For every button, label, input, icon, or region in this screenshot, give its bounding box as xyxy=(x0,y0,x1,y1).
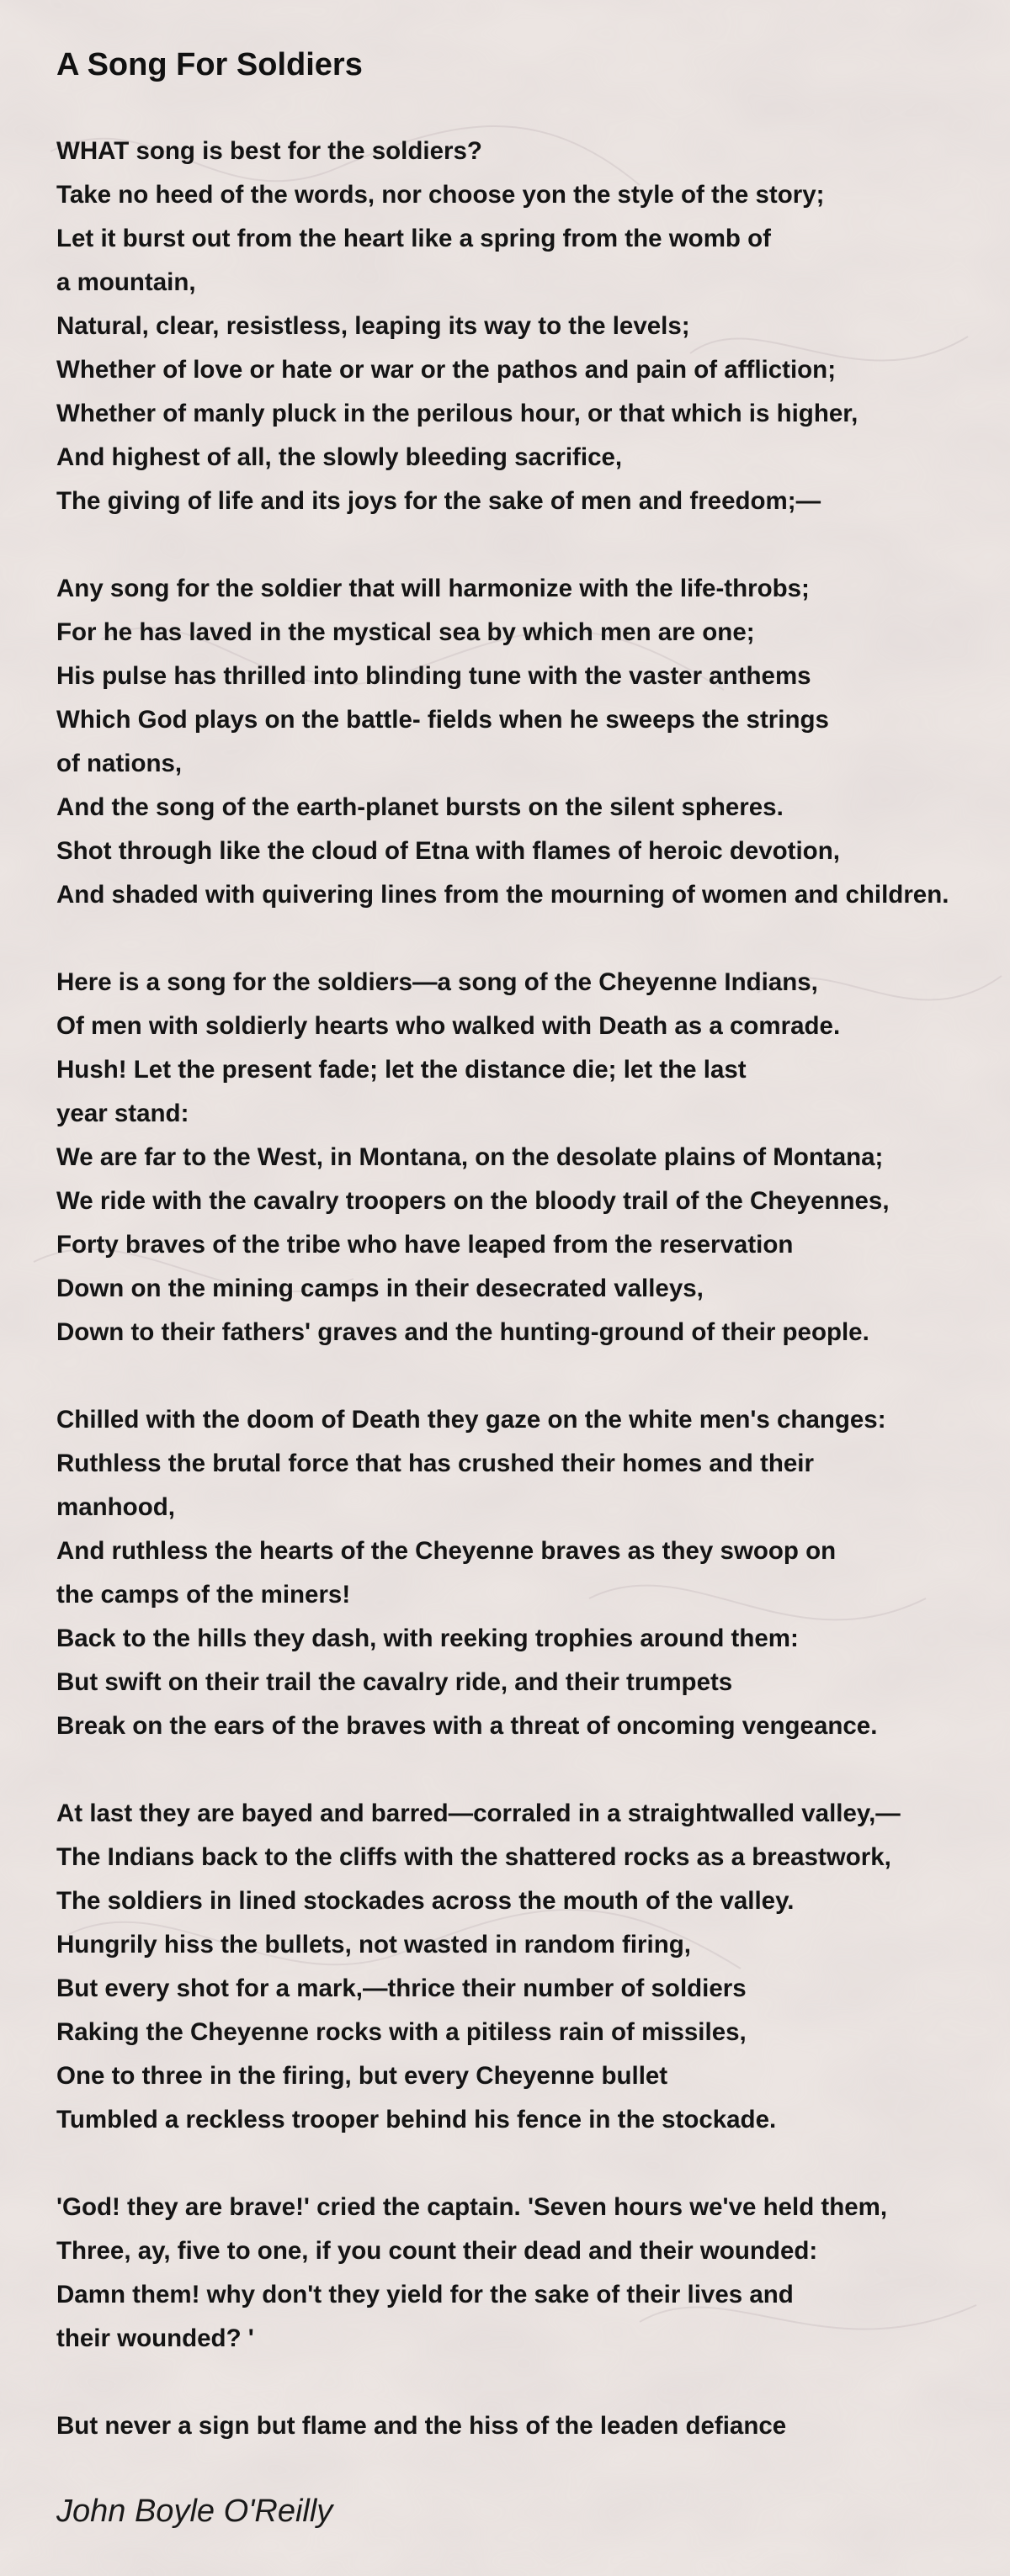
poem-line: Down on the mining camps in their desecrated valleys, xyxy=(56,1275,704,1302)
poem-line: WHAT song is best for the soldiers? xyxy=(56,137,482,165)
poem-line: manhood, xyxy=(56,1493,175,1521)
stanza xyxy=(56,1792,1010,2142)
poem-line: We ride with the cavalry troopers on the bloody trail of the Cheyennes, xyxy=(56,1187,890,1215)
poem-line: The Indians back to the cliffs with the shattered rocks as a breastwork, xyxy=(56,1843,891,1871)
poem-line: And highest of all, the slowly bleeding sacrifice, xyxy=(56,443,623,471)
poem-line: For he has laved in the mystical sea by which men are one; xyxy=(56,618,755,646)
poem-body xyxy=(56,130,1010,2448)
stanza xyxy=(56,567,1010,917)
poem-line: And ruthless the hearts of the Cheyenne braves as they swoop on xyxy=(56,1537,837,1565)
poem-line: Let it burst out from the heart like a spring from the womb of xyxy=(56,225,771,252)
poem-line: Down to their fathers' graves and the hunting-ground of their people. xyxy=(56,1318,869,1346)
poem-line: But never a sign but flame and the hiss of the leaden defiance xyxy=(56,2412,787,2440)
stanza xyxy=(56,961,1010,1354)
poem-line: His pulse has thrilled into blinding tune with the vaster anthems xyxy=(56,662,811,690)
poem-line: Tumbled a reckless trooper behind his fence in the stockade. xyxy=(56,2106,777,2133)
poem-line: We are far to the West, in Montana, on the desolate plains of Montana; xyxy=(56,1143,884,1171)
poem-line: Chilled with the doom of Death they gaze on the white men's changes: xyxy=(56,1406,886,1434)
poem-line: 'God! they are brave!' cried the captain. 'Seven hours we've held them, xyxy=(56,2193,888,2221)
poem-line: Shot through like the cloud of Etna with flames of heroic devotion, xyxy=(56,837,840,865)
poem-line: Here is a song for the soldiers—a song of the Cheyenne Indians, xyxy=(56,968,818,996)
poem-line: And the song of the earth-planet bursts on the silent spheres. xyxy=(56,793,784,821)
poem-line: Raking the Cheyenne rocks with a pitiless rain of missiles, xyxy=(56,2018,747,2046)
poem-line: year stand: xyxy=(56,1100,189,1127)
poem-line: Take no heed of the words, nor choose yon the style of the story; xyxy=(56,181,825,209)
poem-line: Hungrily hiss the bullets, not wasted in random firing, xyxy=(56,1931,691,1959)
poem-container xyxy=(56,44,1010,2448)
poem-line: a mountain, xyxy=(56,268,196,296)
poem-line: Natural, clear, resistless, leaping its way to the levels; xyxy=(56,312,690,340)
poem-title: A Song For Soldiers xyxy=(56,47,363,82)
poem-line: Whether of love or hate or war or the pathos and pain of affliction; xyxy=(56,356,837,384)
poem-line: Three, ay, five to one, if you count their dead and their wounded: xyxy=(56,2237,818,2265)
poem-line: Which God plays on the battle- fields when he sweeps the strings xyxy=(56,706,829,734)
poem-line: of nations, xyxy=(56,750,183,777)
poem-line: Break on the ears of the braves with a threat of oncoming vengeance. xyxy=(56,1712,878,1740)
poem-line: But every shot for a mark,—thrice their number of soldiers xyxy=(56,1974,747,2002)
poem-line: Whether of manly pluck in the perilous hour, or that which is higher, xyxy=(56,400,858,427)
poem-line: Forty braves of the tribe who have leaped from the reservation xyxy=(56,1231,794,1259)
poem-line: Damn them! why don't they yield for the sake of their lives and xyxy=(56,2281,794,2308)
poem-line: Back to the hills they dash, with reeking trophies around them: xyxy=(56,1625,799,1652)
poem-line: their wounded? ' xyxy=(56,2324,254,2352)
poem-line: At last they are bayed and barred—corraled in a straightwalled valley,— xyxy=(56,1799,901,1827)
poem-line: The giving of life and its joys for the sake of men and freedom;— xyxy=(56,487,821,515)
poem-line: One to three in the firing, but every Cheyenne bullet xyxy=(56,2062,668,2090)
stanza xyxy=(56,2186,1010,2361)
poem-line: Ruthless the brutal force that has crushed their homes and their xyxy=(56,1450,814,1477)
poem-line: Any song for the soldier that will harmonize with the life-throbs; xyxy=(56,575,810,602)
stanza xyxy=(56,1398,1010,1748)
stanza xyxy=(56,130,1010,523)
poem-line: The soldiers in lined stockades across the mouth of the valley. xyxy=(56,1887,795,1915)
poem-line: Hush! Let the present fade; let the distance die; let the last xyxy=(56,1056,747,1084)
poem-line: the camps of the miners! xyxy=(56,1581,351,1609)
poem-line: Of men with soldierly hearts who walked with Death as a comrade. xyxy=(56,1012,841,1040)
stanza xyxy=(56,2404,1010,2448)
poem-author: John Boyle O'Reilly xyxy=(56,2494,333,2529)
poem-line: And shaded with quivering lines from the mourning of women and children. xyxy=(56,881,949,909)
poem-line: But swift on their trail the cavalry ride, and their trumpets xyxy=(56,1668,733,1696)
